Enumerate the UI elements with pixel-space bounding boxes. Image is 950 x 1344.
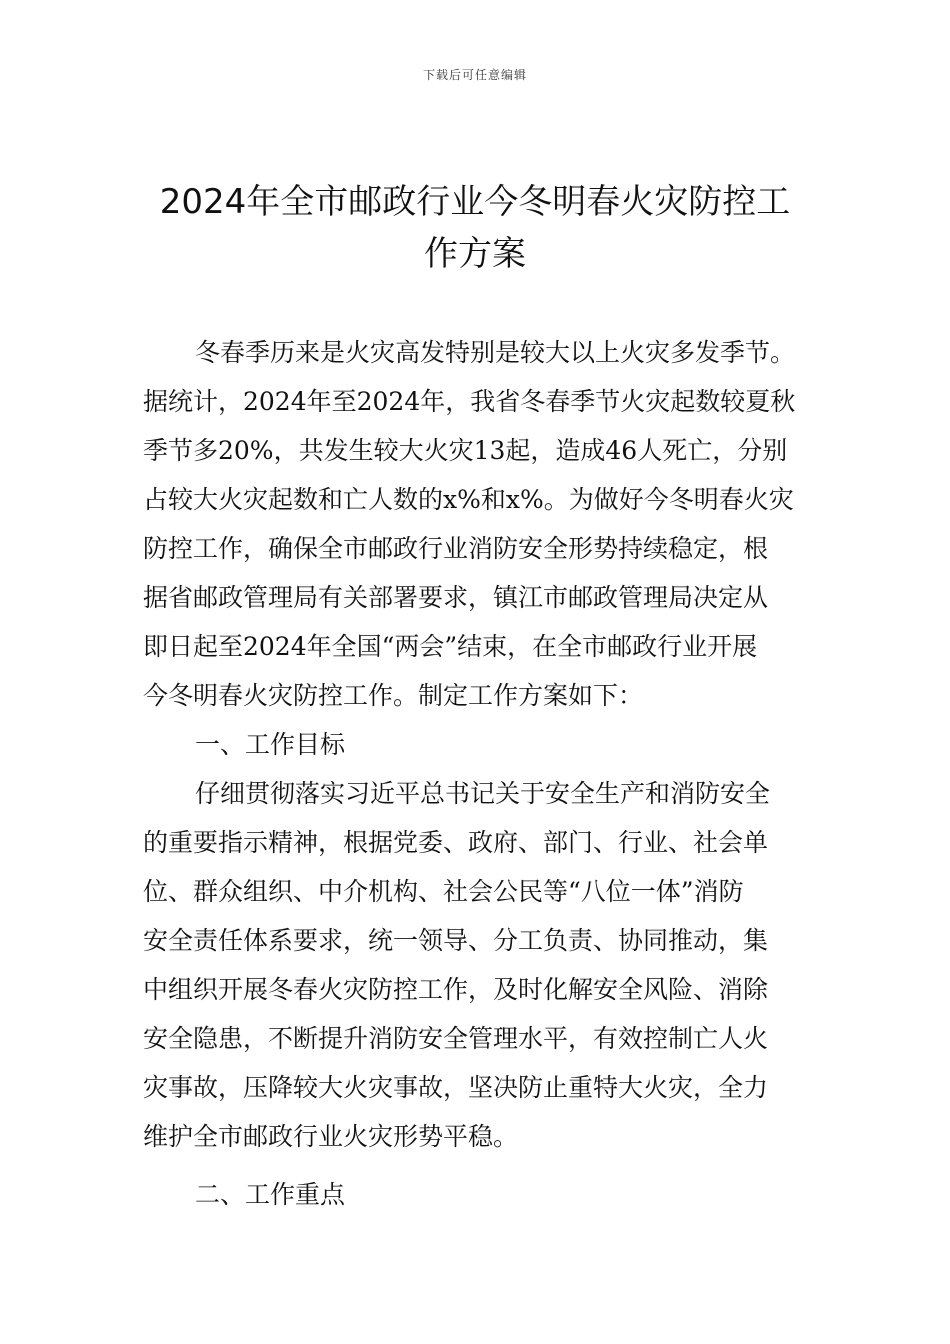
paragraph-line: 据统计，2024年至2024年，我省冬春季节火灾起数较夏秋 — [143, 387, 796, 416]
paragraph-line: 仔细贯彻落实习近平总书记关于安全生产和消防安全 — [195, 779, 771, 808]
paragraph-line: 灾事故，压降较大火灾事故，坚决防止重特大火灾，全力 — [143, 1073, 769, 1102]
title-line-2: 作方案 — [424, 234, 526, 274]
paragraph-line: 季节多20%，共发生较大火灾13起，造成46人死亡，分别 — [143, 436, 788, 465]
paragraph-line: 的重要指示精神，根据党委、政府、部门、行业、社会单 — [143, 828, 769, 857]
paragraph-line: 位、群众组织、中介机构、社会公民等“八位一体”消防 — [143, 877, 744, 906]
document-body — [143, 328, 813, 1219]
header-note: 下载后可任意编辑 — [422, 68, 527, 82]
title-line-1: 2024年全市邮政行业今冬明春火灾防控工 — [159, 182, 791, 222]
paragraph-line: 据省邮政管理局有关部署要求，镇江市邮政管理局决定从 — [143, 583, 769, 612]
paragraph-line: 今冬明春火灾防控工作。制定工作方案如下： — [143, 681, 644, 710]
paragraph-line: 即日起至2024年全国“两会”结束，在全市邮政行业开展 — [143, 632, 758, 661]
paragraph-line: 冬春季历来是火灾高发特别是较大以上火灾多发季节。 — [195, 338, 796, 367]
spacer — [143, 1161, 813, 1170]
section-heading-focus: 二、工作重点 — [195, 1180, 346, 1209]
paragraph-line: 安全隐患，不断提升消防安全管理水平，有效控制亡人火 — [143, 1024, 769, 1053]
section-heading-goals: 一、工作目标 — [195, 730, 346, 759]
paragraph-line: 维护全市邮政行业火灾形势平稳。 — [143, 1122, 519, 1151]
paragraph-line: 中组织开展冬春火灾防控工作，及时化解安全风险、消除 — [143, 975, 769, 1004]
paragraph-goals — [143, 769, 813, 1161]
paragraph-intro — [143, 328, 813, 720]
document-title — [140, 176, 810, 280]
paragraph-line: 防控工作，确保全市邮政行业消防安全形势持续稳定，根 — [143, 534, 769, 563]
paragraph-line: 安全责任体系要求，统一领导、分工负责、协同推动，集 — [143, 926, 769, 955]
paragraph-line: 占较大火灾起数和亡人数的x%和x%。为做好今冬明春火灾 — [143, 485, 794, 514]
